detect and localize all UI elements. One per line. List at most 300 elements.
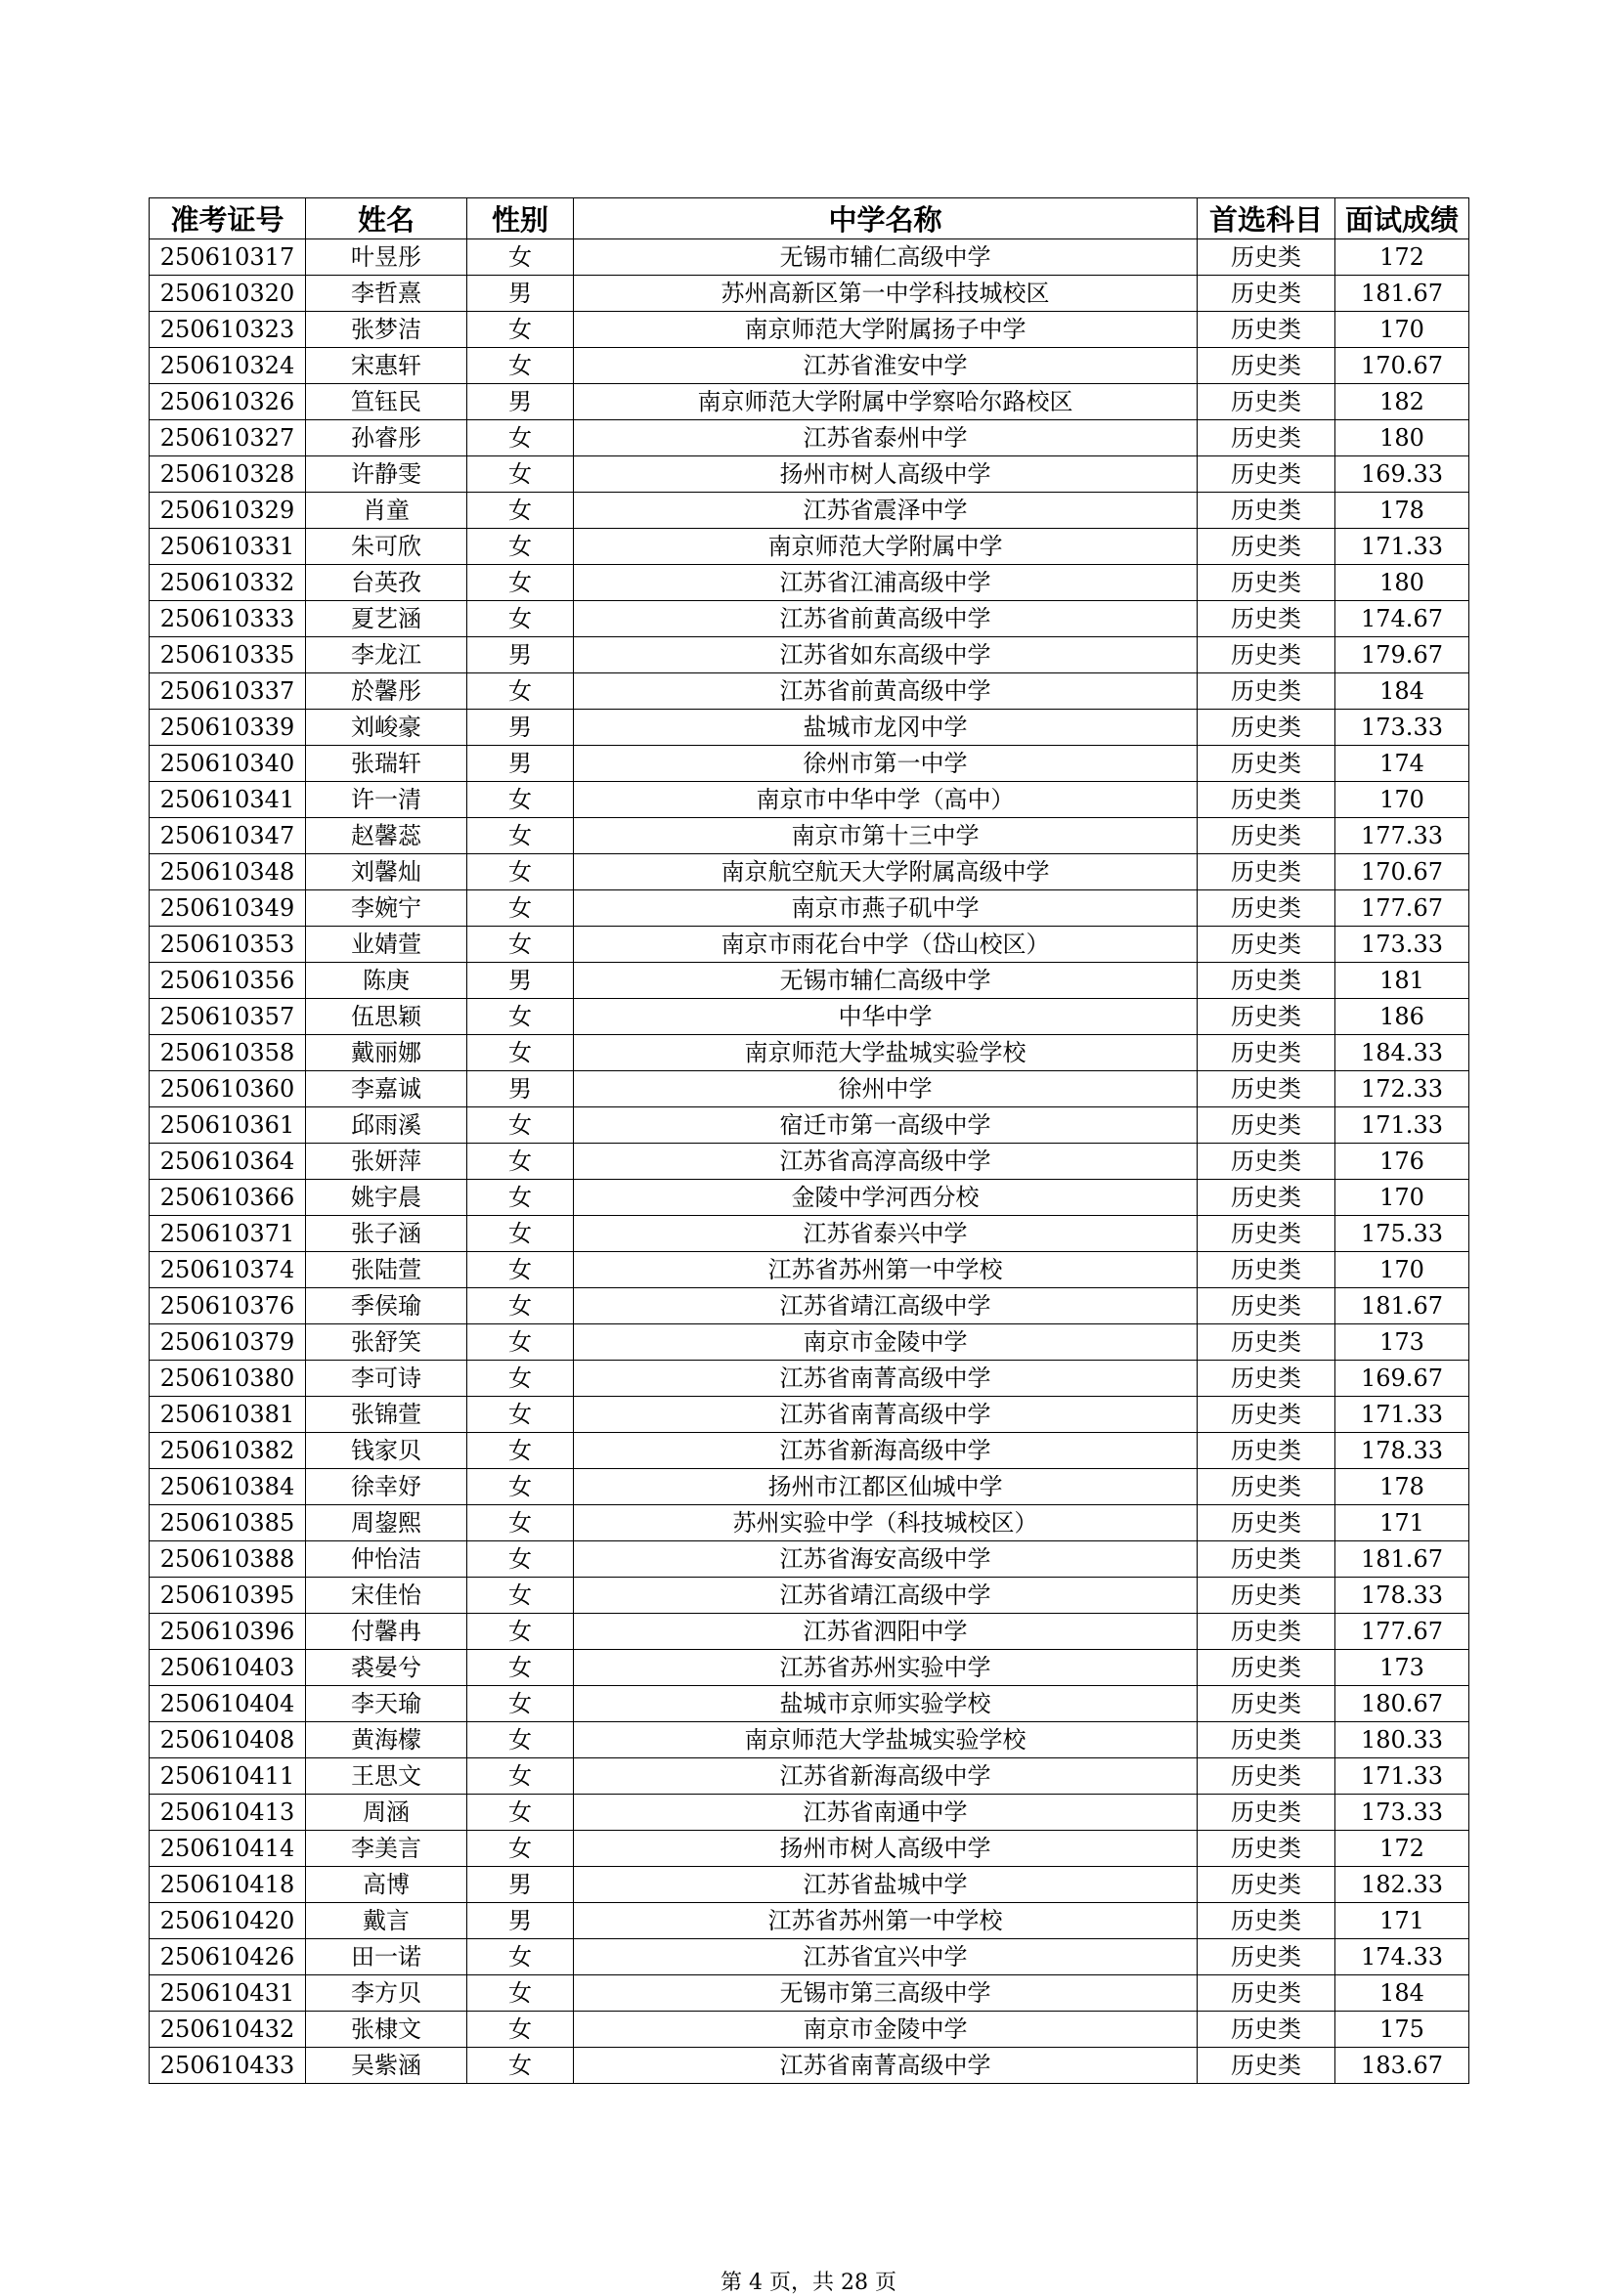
cell-gender: 男 xyxy=(467,1867,574,1903)
table-row xyxy=(150,1397,1469,1433)
cell-gender: 女 xyxy=(467,1758,574,1795)
cell-gender: 女 xyxy=(467,1397,574,1433)
cell-subject: 历史类 xyxy=(1198,493,1335,529)
cell-exam-id: 250610426 xyxy=(150,1939,306,1975)
cell-subject: 历史类 xyxy=(1198,1541,1335,1578)
cell-subject: 历史类 xyxy=(1198,1071,1335,1107)
cell-name: 王思文 xyxy=(306,1758,467,1795)
cell-subject: 历史类 xyxy=(1198,782,1335,818)
cell-school: 无锡市辅仁高级中学 xyxy=(574,239,1198,276)
cell-gender: 女 xyxy=(467,1180,574,1216)
cell-gender: 女 xyxy=(467,1035,574,1071)
cell-score: 181 xyxy=(1335,963,1469,999)
table-row xyxy=(150,818,1469,854)
cell-gender: 女 xyxy=(467,529,574,565)
cell-exam-id: 250610348 xyxy=(150,854,306,890)
cell-school: 扬州市树人高级中学 xyxy=(574,456,1198,493)
cell-score: 170.67 xyxy=(1335,854,1469,890)
cell-score: 171.33 xyxy=(1335,1107,1469,1144)
cell-school: 江苏省高淳高级中学 xyxy=(574,1144,1198,1180)
cell-subject: 历史类 xyxy=(1198,710,1335,746)
cell-score: 177.67 xyxy=(1335,1614,1469,1650)
cell-exam-id: 250610339 xyxy=(150,710,306,746)
table-row xyxy=(150,348,1469,384)
cell-exam-id: 250610331 xyxy=(150,529,306,565)
cell-school: 江苏省震泽中学 xyxy=(574,493,1198,529)
cell-exam-id: 250610335 xyxy=(150,637,306,673)
cell-subject: 历史类 xyxy=(1198,1939,1335,1975)
cell-subject: 历史类 xyxy=(1198,1578,1335,1614)
cell-score: 173.33 xyxy=(1335,710,1469,746)
cell-subject: 历史类 xyxy=(1198,1975,1335,2012)
cell-score: 180.33 xyxy=(1335,1722,1469,1758)
cell-score: 172 xyxy=(1335,1831,1469,1867)
cell-exam-id: 250610364 xyxy=(150,1144,306,1180)
cell-exam-id: 250610379 xyxy=(150,1324,306,1361)
cell-school: 盐城市京师实验学校 xyxy=(574,1686,1198,1722)
cell-score: 186 xyxy=(1335,999,1469,1035)
cell-subject: 历史类 xyxy=(1198,746,1335,782)
table-row xyxy=(150,1903,1469,1939)
cell-score: 171.33 xyxy=(1335,1397,1469,1433)
cell-score: 178.33 xyxy=(1335,1578,1469,1614)
cell-score: 173 xyxy=(1335,1650,1469,1686)
table-body xyxy=(150,239,1469,2084)
cell-exam-id: 250610408 xyxy=(150,1722,306,1758)
cell-subject: 历史类 xyxy=(1198,1035,1335,1071)
cell-subject: 历史类 xyxy=(1198,1867,1335,1903)
cell-exam-id: 250610371 xyxy=(150,1216,306,1252)
cell-subject: 历史类 xyxy=(1198,456,1335,493)
cell-name: 李方贝 xyxy=(306,1975,467,2012)
cell-score: 177.67 xyxy=(1335,890,1469,927)
cell-subject: 历史类 xyxy=(1198,1361,1335,1397)
cell-gender: 女 xyxy=(467,1324,574,1361)
cell-subject: 历史类 xyxy=(1198,1144,1335,1180)
cell-subject: 历史类 xyxy=(1198,529,1335,565)
cell-school: 江苏省新海高级中学 xyxy=(574,1433,1198,1469)
cell-gender: 男 xyxy=(467,1071,574,1107)
cell-school: 江苏省苏州实验中学 xyxy=(574,1650,1198,1686)
table-row xyxy=(150,1505,1469,1541)
table-row xyxy=(150,1541,1469,1578)
cell-score: 178 xyxy=(1335,493,1469,529)
cell-gender: 女 xyxy=(467,1505,574,1541)
cell-school: 江苏省盐城中学 xyxy=(574,1867,1198,1903)
cell-school: 无锡市辅仁高级中学 xyxy=(574,963,1198,999)
cell-name: 张舒笑 xyxy=(306,1324,467,1361)
table-row xyxy=(150,710,1469,746)
cell-subject: 历史类 xyxy=(1198,601,1335,637)
cell-score: 173 xyxy=(1335,1324,1469,1361)
cell-score: 184.33 xyxy=(1335,1035,1469,1071)
cell-name: 李哲熹 xyxy=(306,276,467,312)
cell-school: 南京师范大学附属扬子中学 xyxy=(574,312,1198,348)
table-row xyxy=(150,1180,1469,1216)
cell-name: 朱可欣 xyxy=(306,529,467,565)
cell-name: 吴紫涵 xyxy=(306,2048,467,2084)
cell-exam-id: 250610327 xyxy=(150,420,306,456)
cell-name: 周涵 xyxy=(306,1795,467,1831)
cell-gender: 女 xyxy=(467,1650,574,1686)
cell-gender: 男 xyxy=(467,276,574,312)
cell-gender: 女 xyxy=(467,854,574,890)
cell-gender: 女 xyxy=(467,2048,574,2084)
cell-name: 许一清 xyxy=(306,782,467,818)
cell-score: 179.67 xyxy=(1335,637,1469,673)
cell-school: 扬州市树人高级中学 xyxy=(574,1831,1198,1867)
cell-subject: 历史类 xyxy=(1198,1252,1335,1288)
cell-name: 许静雯 xyxy=(306,456,467,493)
cell-subject: 历史类 xyxy=(1198,963,1335,999)
cell-name: 钱家贝 xyxy=(306,1433,467,1469)
cell-score: 170 xyxy=(1335,312,1469,348)
cell-school: 南京航空航天大学附属高级中学 xyxy=(574,854,1198,890)
cell-exam-id: 250610353 xyxy=(150,927,306,963)
cell-exam-id: 250610329 xyxy=(150,493,306,529)
cell-exam-id: 250610357 xyxy=(150,999,306,1035)
cell-name: 李龙江 xyxy=(306,637,467,673)
cell-name: 张妍萍 xyxy=(306,1144,467,1180)
cell-exam-id: 250610380 xyxy=(150,1361,306,1397)
cell-subject: 历史类 xyxy=(1198,1722,1335,1758)
cell-exam-id: 250610332 xyxy=(150,565,306,601)
cell-gender: 女 xyxy=(467,1433,574,1469)
cell-name: 於馨彤 xyxy=(306,673,467,710)
cell-subject: 历史类 xyxy=(1198,1505,1335,1541)
cell-exam-id: 250610418 xyxy=(150,1867,306,1903)
cell-gender: 女 xyxy=(467,1252,574,1288)
cell-school: 南京师范大学附属中学察哈尔路校区 xyxy=(574,384,1198,420)
table-row xyxy=(150,1614,1469,1650)
cell-name: 台英孜 xyxy=(306,565,467,601)
cell-name: 陈庚 xyxy=(306,963,467,999)
cell-school: 江苏省前黄高级中学 xyxy=(574,601,1198,637)
cell-exam-id: 250610433 xyxy=(150,2048,306,2084)
table-row xyxy=(150,1433,1469,1469)
cell-gender: 女 xyxy=(467,1361,574,1397)
table-row xyxy=(150,2048,1469,2084)
cell-exam-id: 250610414 xyxy=(150,1831,306,1867)
cell-score: 182.33 xyxy=(1335,1867,1469,1903)
cell-subject: 历史类 xyxy=(1198,1758,1335,1795)
cell-exam-id: 250610385 xyxy=(150,1505,306,1541)
cell-gender: 女 xyxy=(467,818,574,854)
cell-name: 邱雨溪 xyxy=(306,1107,467,1144)
cell-gender: 女 xyxy=(467,493,574,529)
cell-name: 笪钰民 xyxy=(306,384,467,420)
cell-exam-id: 250610360 xyxy=(150,1071,306,1107)
cell-score: 172 xyxy=(1335,239,1469,276)
table-row xyxy=(150,1578,1469,1614)
table-row xyxy=(150,384,1469,420)
table-row xyxy=(150,1795,1469,1831)
table-row xyxy=(150,1252,1469,1288)
cell-subject: 历史类 xyxy=(1198,1686,1335,1722)
cell-score: 183.67 xyxy=(1335,2048,1469,2084)
cell-school: 南京师范大学盐城实验学校 xyxy=(574,1035,1198,1071)
cell-name: 宋惠轩 xyxy=(306,348,467,384)
table-row xyxy=(150,1939,1469,1975)
cell-score: 170.67 xyxy=(1335,348,1469,384)
cell-school: 江苏省南通中学 xyxy=(574,1795,1198,1831)
cell-school: 苏州高新区第一中学科技城校区 xyxy=(574,276,1198,312)
cell-gender: 女 xyxy=(467,1939,574,1975)
cell-name: 李天瑜 xyxy=(306,1686,467,1722)
cell-school: 南京市燕子矶中学 xyxy=(574,890,1198,927)
table-row xyxy=(150,1758,1469,1795)
cell-name: 赵馨蕊 xyxy=(306,818,467,854)
cell-school: 江苏省靖江高级中学 xyxy=(574,1578,1198,1614)
cell-subject: 历史类 xyxy=(1198,2048,1335,2084)
cell-score: 171 xyxy=(1335,1505,1469,1541)
cell-gender: 女 xyxy=(467,890,574,927)
cell-subject: 历史类 xyxy=(1198,312,1335,348)
cell-subject: 历史类 xyxy=(1198,1180,1335,1216)
cell-gender: 女 xyxy=(467,2012,574,2048)
cell-gender: 女 xyxy=(467,456,574,493)
table-row xyxy=(150,1469,1469,1505)
cell-school: 南京师范大学附属中学 xyxy=(574,529,1198,565)
cell-score: 175 xyxy=(1335,2012,1469,2048)
cell-exam-id: 250610358 xyxy=(150,1035,306,1071)
table-row xyxy=(150,1686,1469,1722)
cell-score: 180.67 xyxy=(1335,1686,1469,1722)
cell-name: 肖童 xyxy=(306,493,467,529)
cell-exam-id: 250610341 xyxy=(150,782,306,818)
cell-score: 169.33 xyxy=(1335,456,1469,493)
cell-name: 黄海檬 xyxy=(306,1722,467,1758)
cell-score: 177.33 xyxy=(1335,818,1469,854)
cell-school: 徐州市第一中学 xyxy=(574,746,1198,782)
cell-subject: 历史类 xyxy=(1198,1433,1335,1469)
cell-gender: 女 xyxy=(467,1686,574,1722)
cell-exam-id: 250610376 xyxy=(150,1288,306,1324)
cell-school: 江苏省江浦高级中学 xyxy=(574,565,1198,601)
cell-name: 周鋆熙 xyxy=(306,1505,467,1541)
cell-subject: 历史类 xyxy=(1198,1397,1335,1433)
cell-name: 戴言 xyxy=(306,1903,467,1939)
cell-gender: 女 xyxy=(467,312,574,348)
header-exam-id: 准考证号 xyxy=(150,198,306,239)
cell-name: 季侯瑜 xyxy=(306,1288,467,1324)
table-row xyxy=(150,1722,1469,1758)
cell-name: 叶昱彤 xyxy=(306,239,467,276)
cell-subject: 历史类 xyxy=(1198,1614,1335,1650)
cell-school: 江苏省泰兴中学 xyxy=(574,1216,1198,1252)
cell-name: 刘峻豪 xyxy=(306,710,467,746)
cell-score: 181.67 xyxy=(1335,1288,1469,1324)
cell-exam-id: 250610349 xyxy=(150,890,306,927)
cell-name: 张陆萱 xyxy=(306,1252,467,1288)
cell-exam-id: 250610388 xyxy=(150,1541,306,1578)
cell-name: 李美言 xyxy=(306,1831,467,1867)
cell-exam-id: 250610340 xyxy=(150,746,306,782)
cell-exam-id: 250610432 xyxy=(150,2012,306,2048)
cell-school: 江苏省海安高级中学 xyxy=(574,1541,1198,1578)
cell-exam-id: 250610317 xyxy=(150,239,306,276)
cell-school: 江苏省苏州第一中学校 xyxy=(574,1252,1198,1288)
cell-subject: 历史类 xyxy=(1198,1288,1335,1324)
cell-gender: 男 xyxy=(467,963,574,999)
cell-name: 伍思颖 xyxy=(306,999,467,1035)
cell-name: 张梦洁 xyxy=(306,312,467,348)
cell-exam-id: 250610403 xyxy=(150,1650,306,1686)
table-row xyxy=(150,1324,1469,1361)
cell-exam-id: 250610366 xyxy=(150,1180,306,1216)
cell-score: 171.33 xyxy=(1335,529,1469,565)
cell-exam-id: 250610333 xyxy=(150,601,306,637)
cell-score: 178.33 xyxy=(1335,1433,1469,1469)
cell-score: 184 xyxy=(1335,673,1469,710)
table-row xyxy=(150,312,1469,348)
table-row xyxy=(150,1071,1469,1107)
cell-subject: 历史类 xyxy=(1198,854,1335,890)
cell-gender: 女 xyxy=(467,1975,574,2012)
cell-exam-id: 250610347 xyxy=(150,818,306,854)
cell-gender: 女 xyxy=(467,999,574,1035)
cell-school: 南京市第十三中学 xyxy=(574,818,1198,854)
cell-exam-id: 250610420 xyxy=(150,1903,306,1939)
cell-exam-id: 250610320 xyxy=(150,276,306,312)
cell-exam-id: 250610356 xyxy=(150,963,306,999)
cell-score: 171.33 xyxy=(1335,1758,1469,1795)
cell-exam-id: 250610404 xyxy=(150,1686,306,1722)
cell-score: 176 xyxy=(1335,1144,1469,1180)
cell-score: 180 xyxy=(1335,420,1469,456)
cell-school: 南京市金陵中学 xyxy=(574,2012,1198,2048)
cell-name: 李可诗 xyxy=(306,1361,467,1397)
cell-exam-id: 250610324 xyxy=(150,348,306,384)
cell-name: 夏艺涵 xyxy=(306,601,467,637)
cell-gender: 女 xyxy=(467,782,574,818)
table-row xyxy=(150,673,1469,710)
cell-subject: 历史类 xyxy=(1198,999,1335,1035)
table-row xyxy=(150,746,1469,782)
cell-score: 180 xyxy=(1335,565,1469,601)
cell-school: 江苏省如东高级中学 xyxy=(574,637,1198,673)
table-row xyxy=(150,239,1469,276)
cell-name: 徐幸妤 xyxy=(306,1469,467,1505)
cell-subject: 历史类 xyxy=(1198,239,1335,276)
cell-subject: 历史类 xyxy=(1198,673,1335,710)
cell-score: 174 xyxy=(1335,746,1469,782)
cell-subject: 历史类 xyxy=(1198,384,1335,420)
cell-subject: 历史类 xyxy=(1198,927,1335,963)
cell-name: 宋佳怡 xyxy=(306,1578,467,1614)
cell-name: 付馨冉 xyxy=(306,1614,467,1650)
page-footer: 第 4 页，共 28 页 xyxy=(721,2271,896,2295)
table-row xyxy=(150,1216,1469,1252)
header-score: 面试成绩 xyxy=(1335,198,1469,239)
cell-subject: 历史类 xyxy=(1198,1795,1335,1831)
cell-school: 江苏省靖江高级中学 xyxy=(574,1288,1198,1324)
cell-subject: 历史类 xyxy=(1198,348,1335,384)
cell-score: 184 xyxy=(1335,1975,1469,2012)
table-row xyxy=(150,1107,1469,1144)
table-row xyxy=(150,1650,1469,1686)
table-row xyxy=(150,493,1469,529)
table-row xyxy=(150,420,1469,456)
cell-school: 江苏省南菁高级中学 xyxy=(574,1397,1198,1433)
cell-subject: 历史类 xyxy=(1198,565,1335,601)
cell-exam-id: 250610374 xyxy=(150,1252,306,1288)
table-row xyxy=(150,1361,1469,1397)
cell-school: 江苏省南菁高级中学 xyxy=(574,2048,1198,2084)
cell-school: 扬州市江都区仙城中学 xyxy=(574,1469,1198,1505)
cell-gender: 女 xyxy=(467,927,574,963)
cell-gender: 女 xyxy=(467,673,574,710)
cell-score: 171 xyxy=(1335,1903,1469,1939)
cell-gender: 女 xyxy=(467,348,574,384)
cell-school: 无锡市第三高级中学 xyxy=(574,1975,1198,2012)
cell-gender: 男 xyxy=(467,1903,574,1939)
header-name: 姓名 xyxy=(306,198,467,239)
cell-score: 173.33 xyxy=(1335,927,1469,963)
header-subject: 首选科目 xyxy=(1198,198,1335,239)
cell-gender: 女 xyxy=(467,239,574,276)
cell-gender: 女 xyxy=(467,1288,574,1324)
cell-subject: 历史类 xyxy=(1198,1216,1335,1252)
cell-gender: 女 xyxy=(467,1144,574,1180)
cell-gender: 女 xyxy=(467,1541,574,1578)
cell-score: 174.33 xyxy=(1335,1939,1469,1975)
cell-exam-id: 250610411 xyxy=(150,1758,306,1795)
cell-school: 金陵中学河西分校 xyxy=(574,1180,1198,1216)
cell-name: 张子涵 xyxy=(306,1216,467,1252)
cell-gender: 女 xyxy=(467,1722,574,1758)
cell-score: 181.67 xyxy=(1335,1541,1469,1578)
table-row xyxy=(150,963,1469,999)
cell-gender: 女 xyxy=(467,601,574,637)
cell-score: 169.67 xyxy=(1335,1361,1469,1397)
header-gender: 性别 xyxy=(467,198,574,239)
cell-exam-id: 250610395 xyxy=(150,1578,306,1614)
cell-score: 175.33 xyxy=(1335,1216,1469,1252)
cell-gender: 女 xyxy=(467,1831,574,1867)
cell-gender: 女 xyxy=(467,1469,574,1505)
table-row xyxy=(150,1144,1469,1180)
cell-school: 宿迁市第一高级中学 xyxy=(574,1107,1198,1144)
table-row xyxy=(150,890,1469,927)
cell-school: 江苏省宜兴中学 xyxy=(574,1939,1198,1975)
cell-subject: 历史类 xyxy=(1198,2012,1335,2048)
cell-subject: 历史类 xyxy=(1198,1903,1335,1939)
cell-subject: 历史类 xyxy=(1198,1650,1335,1686)
cell-name: 姚宇晨 xyxy=(306,1180,467,1216)
cell-subject: 历史类 xyxy=(1198,890,1335,927)
cell-school: 江苏省南菁高级中学 xyxy=(574,1361,1198,1397)
cell-score: 182 xyxy=(1335,384,1469,420)
cell-exam-id: 250610381 xyxy=(150,1397,306,1433)
cell-gender: 女 xyxy=(467,1614,574,1650)
cell-name: 业婧萱 xyxy=(306,927,467,963)
cell-name: 裘晏兮 xyxy=(306,1650,467,1686)
cell-name: 高博 xyxy=(306,1867,467,1903)
cell-school: 南京市中华中学（高中） xyxy=(574,782,1198,818)
cell-school: 江苏省新海高级中学 xyxy=(574,1758,1198,1795)
cell-gender: 女 xyxy=(467,1795,574,1831)
table-row xyxy=(150,1867,1469,1903)
table-row xyxy=(150,1288,1469,1324)
cell-score: 173.33 xyxy=(1335,1795,1469,1831)
cell-score: 181.67 xyxy=(1335,276,1469,312)
cell-exam-id: 250610396 xyxy=(150,1614,306,1650)
cell-gender: 女 xyxy=(467,565,574,601)
cell-name: 孙睿彤 xyxy=(306,420,467,456)
table-row xyxy=(150,2012,1469,2048)
cell-gender: 男 xyxy=(467,710,574,746)
